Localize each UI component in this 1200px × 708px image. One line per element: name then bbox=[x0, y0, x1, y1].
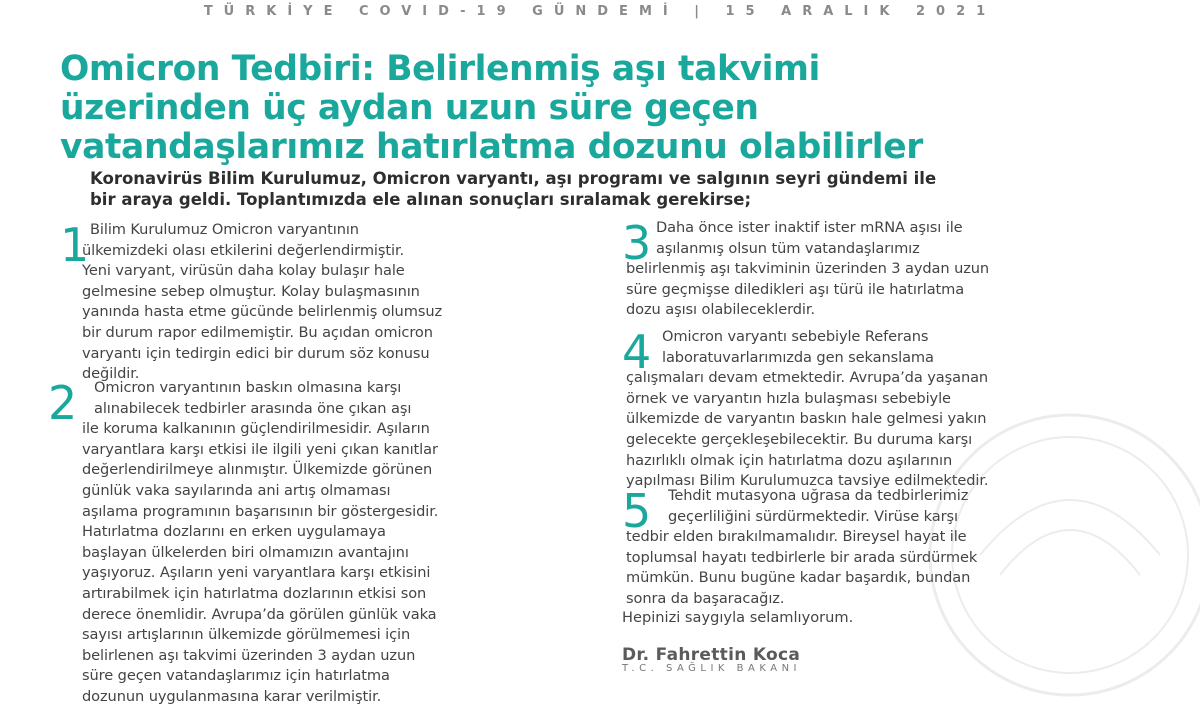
intro-line: bir araya geldi. Toplantımızda ele alınan sonuçları sıralamak gerekirse; bbox=[90, 190, 752, 209]
item-line: çalışmaları devam etmektedir. Avrupa’da yaşanan bbox=[626, 369, 989, 387]
item-line: süre geçen vatandaşlarımız için hatırlatma bbox=[82, 667, 390, 685]
closing-text: Hepinizi saygıyla selamlıyorum. bbox=[622, 609, 854, 626]
item-line: yaşıyoruz. Aşıların yeni varyantlara karşı etkisini bbox=[82, 564, 431, 582]
item-line: Bilim Kurulumuz Omicron varyantının bbox=[90, 221, 359, 238]
item-line: gelmesine sebep olmuştur. Kolay bulaşmasının bbox=[82, 282, 420, 300]
item-text bbox=[622, 218, 1182, 321]
item-line: aşılanmış olsun tüm vatandaşlarımız bbox=[656, 239, 920, 257]
item-line: Hatırlatma dozlarını en erken uygulamaya bbox=[82, 523, 386, 541]
item-line: başlayan ülkelerden biri olmamızın avantajını bbox=[82, 543, 409, 561]
signature-name: Dr. Fahrettin Koca bbox=[622, 645, 801, 665]
item-text bbox=[48, 378, 608, 708]
item-line: belirlenen aşı takvimi üzerinden 3 aydan uzun bbox=[82, 646, 416, 664]
item-number: 2 bbox=[48, 376, 78, 430]
item-line: dozunun uygulanmasına karar verilmiştir. bbox=[82, 687, 382, 705]
list-item-2 bbox=[48, 378, 608, 708]
title-line: vatandaşlarımız hatırlatma dozunu olabilirler bbox=[60, 127, 923, 167]
item-line: süre geçmişse diledikleri aşı türü ile hatırlatma bbox=[626, 280, 965, 298]
item-text bbox=[60, 220, 600, 385]
header-topline: TÜRKİYE COVID-19 GÜNDEMİ | 15 ARALIK 2021 bbox=[203, 4, 997, 19]
item-line: tedbir elden bırakılmamalıdır. Bireysel hayat ile bbox=[626, 528, 967, 546]
item-line: mümkün. Bunu bugüne kadar başardık, bundan bbox=[626, 569, 971, 587]
item-line: Omicron varyantının baskın olmasına karşı bbox=[94, 379, 402, 396]
item-line: aşılama programının başarısının bir göstergesidir. bbox=[82, 502, 439, 520]
item-line: laboratuvarlarımızda gen sekanslama bbox=[662, 348, 934, 366]
item-line: yanında hasta etme gücünde belirlenmiş olumsuz bbox=[82, 303, 443, 321]
item-line: sayısı artışlarının ülkemizde görülmemesi için bbox=[82, 626, 411, 644]
item-line: Yeni varyant, virüsün daha kolay bulaşır hale bbox=[82, 262, 405, 280]
item-line: Daha önce ister inaktif ister mRNA aşısı ile bbox=[656, 219, 963, 236]
item-number: 5 bbox=[622, 484, 652, 538]
item-line: artırabilmek için hatırlatma dozlarının etkisi son bbox=[82, 584, 427, 602]
intro-line: Koronavirüs Bilim Kurulumuz, Omicron varyantı, aşı programı ve salgının seyri gündemi ile bbox=[90, 169, 937, 188]
list-item-1 bbox=[60, 220, 600, 385]
item-line: belirlenmiş aşı takviminin üzerinden 3 aydan uzun bbox=[626, 260, 990, 278]
list-item-3 bbox=[622, 218, 1182, 321]
item-line: örnek ve varyantın hızla bulaşması sebebiyle bbox=[626, 389, 951, 407]
ministry-emblem-watermark bbox=[920, 405, 1200, 705]
intro-paragraph bbox=[90, 168, 1180, 210]
item-line: varyantı için tedirgin edici bir durum söz konusu bbox=[82, 344, 430, 362]
item-line: bir durum rapor edilmemiştir. Bu açıdan omicron bbox=[82, 323, 433, 341]
item-line: Tehdit mutasyona uğrasa da tedbirlerimiz bbox=[668, 487, 969, 504]
item-line: derece önemlidir. Avrupa’da görülen günlük vaka bbox=[82, 605, 437, 623]
item-number: 1 bbox=[60, 218, 90, 272]
item-line: toplumsal hayatı tedbirlerle bir arada sürdürmek bbox=[626, 548, 978, 566]
item-line: ile koruma kalkanının güçlendirilmesidir. Aşıların bbox=[82, 420, 430, 438]
item-line: Omicron varyantı sebebiyle Referans bbox=[662, 328, 929, 345]
item-line: değildir. bbox=[82, 365, 140, 383]
item-number: 3 bbox=[622, 216, 652, 270]
item-line: hazırlıklı olmak için hatırlatma dozu aşılarının bbox=[626, 451, 953, 469]
item-line: günlük vaka sayılarında ani artış olmaması bbox=[82, 481, 391, 499]
item-line: dozu aşısı olabileceklerdir. bbox=[626, 301, 815, 319]
item-line: geçerliliğini sürdürmektedir. Virüse karşı bbox=[668, 507, 958, 525]
item-line: alınabilecek tedbirler arasında öne çıkan aşı bbox=[94, 399, 412, 417]
item-number: 4 bbox=[622, 325, 652, 379]
item-line: değerlendirilmeye alınmıştır. Ülkemizde görünen bbox=[82, 461, 433, 479]
item-line: sonra da başaracağız. bbox=[626, 589, 785, 607]
page-title bbox=[60, 50, 1180, 167]
item-line: ülkemizdeki olası etkilerini değerlendirmiştir. bbox=[82, 241, 405, 259]
title-line: Omicron Tedbiri: Belirlenmiş aşı takvimi bbox=[60, 49, 820, 89]
item-line: ülkemizde de varyantın baskın hale gelmesi yakın bbox=[626, 410, 987, 428]
item-line: varyantlara karşı etkisi ile ilgili yeni çıkan kanıtlar bbox=[82, 440, 438, 458]
item-line: gelecekte gerçekleşebilecektir. Bu duruma karşı bbox=[626, 430, 973, 448]
signature-title: T.C. SAĞLIK BAKANI bbox=[622, 663, 801, 674]
title-line: üzerinden üç aydan uzun süre geçen bbox=[60, 88, 759, 128]
item-line: yapılması Bilim Kurulumuzca tavsiye edilmektedir. bbox=[626, 472, 989, 490]
